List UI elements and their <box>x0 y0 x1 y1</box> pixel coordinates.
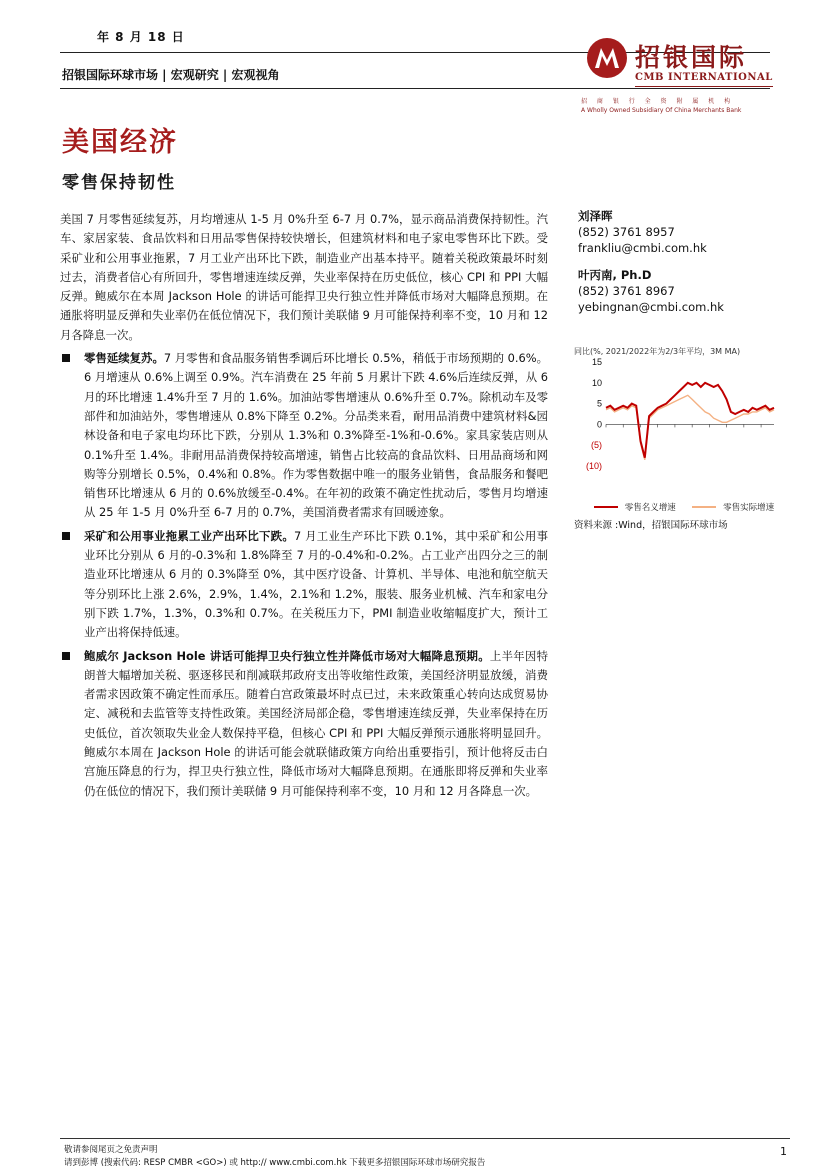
bullet-text: 上半年因特朗普大幅增加关税、驱逐移民和削减联邦政府支出等收缩性政策，美国经济明显放缓，消费者需求因政策不确定性而承压。随着白宫政策最坏时点已过，未来政策重心转向达成贸易协定、减税和去监管等支持性政策。美国经济局部企稳，零售增速连续反弹，失业率保持在历史低位，首次领取失业金人数保持平稳，但核心 CPI 和 PPI 大幅反弹预示通胀将明显回升。鲍威尔本周在 Jackson Hole 的讲话可能会就联储政策方向给出重要指引，预计他将反击白宫施压降息的行为，捍卫央行独立性，降低市场对大幅降息预期。在通胀即将反弹和失业率仍在低位的情况下，我们预计美联储 9 月可能保持利率不变，10 月和 12 月各降息一次。 <box>84 648 548 798</box>
logo-en-text: CMB INTERNATIONAL <box>635 72 773 83</box>
breadcrumb: 招银国际环球市场 | 宏观研究 | 宏观视角 <box>62 68 280 82</box>
report-date: 年 8 月 18 日 <box>97 30 185 44</box>
bullet-title: 零售延续复苏。 <box>84 351 164 366</box>
analyst-name: 刘泽晖 <box>578 209 613 223</box>
cmbi-emblem-icon <box>585 36 629 84</box>
logo-cn-text: 招银国际 <box>635 43 748 72</box>
y-tick-label: 15 <box>591 357 602 367</box>
chart-svg <box>574 340 784 490</box>
bullet-title: 采矿和公用事业拖累工业产出环比下跌。 <box>84 528 294 543</box>
chart-legend <box>594 501 794 513</box>
chart-note: 同比(%, 2021/2022年为2/3年平均，3M MA) <box>574 347 741 356</box>
legend-label-nominal: 零售名义增速 <box>624 503 676 513</box>
y-tick-label: 5 <box>596 398 602 409</box>
footer-rule <box>60 1138 790 1139</box>
series-line-nominal <box>606 383 774 458</box>
square-bullet-icon <box>62 354 70 362</box>
company-logo <box>581 36 780 118</box>
page-number: 1 <box>780 1145 787 1158</box>
bullet-powell <box>60 647 548 801</box>
y-tick-label: (10) <box>585 461 602 471</box>
bullet-text: 7 月零售和食品服务销售季调后环比增长 0.5%，稍低于市场预期的 0.6%。6 月增速从 0.6%上调至 0.9%。汽车消费在 25 年前 5 月累计下跌 4.6%后连续反弹，从 6 月的环比增速 1.4%升至 7 月的 1.6%。加油站零售增速从 0.6%升至 0.7%。除机动车及零部件和加油站外，零售增速从 0.8%下降至 0.2%。分品类来看，耐用品消费中建筑材料&园林设备和电子家电均环比下跌，分别从 1.3%和 0.3%降至-1%和-0.6%。家具家装店则从 0.1%升至 1.4%。非耐用品消费保持较高增速，销售占比较高的食品饮料、日用品商场和网购等分别增长 0.5%，0.4%和 0.8%。作为零售数据中唯一的服务业销售，食品服务和餐吧销售环比增速从 6 月的 0.6%放缓至-0.4%。在年初的政策不确定性扰动后，零售月均增速从 25 年 1-5 月 0%升至 6-7 月的 0.7%，美国消费者需求有回暖迹象。 <box>84 351 548 520</box>
logo-sub-cn: 招 商 银 行 全 资 附 属 机 构 <box>581 98 735 105</box>
y-tick-label: 10 <box>591 377 602 388</box>
page-subtitle: 零售保持韧性 <box>62 173 176 193</box>
retail-chart <box>574 346 784 531</box>
logo-sub-en: A Wholly Owned Subsidiary Of China Merchants Bank <box>581 107 742 114</box>
analyst-name: 叶丙南, Ph.D <box>578 268 652 282</box>
chart-source: 资料来源 :Wind，招银国际环球市场 <box>574 520 728 531</box>
bullet-retail <box>60 349 548 523</box>
square-bullet-icon <box>62 652 70 660</box>
analyst-email[interactable]: frankliu@cmbi.com.hk <box>578 241 707 255</box>
legend-swatch-real <box>692 506 716 508</box>
legend-label-real: 零售实际增速 <box>723 503 775 513</box>
page-title: 美国经济 <box>62 127 178 158</box>
square-bullet-icon <box>62 532 70 540</box>
intro-paragraph: 美国 7 月零售延续复苏，月均增速从 1-5 月 0%升至 6-7 月 0.7%，显示商品消费保持韧性。汽车、家居家装、食品饮料和日用品零售保持较快增长，但建筑材料和电子家电零售环比下跌。受采矿业和公用事业拖累，7 月工业产出环比下跌，制造业产出基本持平。随着关税政策最坏时刻过去，消费者信心有所回升，零售增速连续反弹，失业率保持在历史低位，核心 CPI 和 PPI 大幅反弹。鲍威尔在本周 Jackson Hole 的讲话可能捍卫央行独立性并降低市场对大幅降息预期。在通胀将明显反弹和失业率仍在低位情况下，我们预计美联储 9 月可能保持利率不变，10 月和 12 月各降息一次。 <box>60 212 548 342</box>
y-tick-label: (5) <box>591 440 602 451</box>
main-body <box>60 210 548 801</box>
analyst-phone: (852) 3761 8967 <box>578 284 675 298</box>
bullet-title: 鲍威尔 Jackson Hole 讲话可能捍卫央行独立性并降低市场对大幅降息预期。 <box>84 648 490 663</box>
footer-disclaimer: 敬请参阅尾页之免责声明 <box>64 1145 158 1155</box>
analyst-2 <box>578 267 778 315</box>
bullet-text: 7 月工业生产环比下跌 0.1%，其中采矿和公用事业环比分别从 6 月的-0.3%和 1.8%降至 7 月的-0.4%和-0.2%。占工业产出四分之三的制造业环比增速从 6 月的 0.3%降至 0%，其中医疗设备、计算机、半导体、电池和航空航天等分别环比上涨 2.6%，2.9%，1.4%，2.1%和 1.2%，服装、服务业机械、汽车和家电分别下跌 1.7%，1.3%，0.3%和 0.7%。在关税压力下，PMI 制造业收缩幅度扩大，预计工业产出将保持低速。 <box>84 528 548 640</box>
analyst-panel <box>578 208 778 315</box>
analyst-email[interactable]: yebingnan@cmbi.com.hk <box>578 300 724 314</box>
legend-swatch-nominal <box>594 506 618 508</box>
footer-contact: 请到彭博 (搜索代码: RESP CMBR <GO>) 或 http:// www.cmbi.com.hk 下载更多招银国际环球市场研究报告 <box>64 1158 486 1168</box>
bullet-industry <box>60 527 548 643</box>
y-tick-label: 0 <box>596 419 602 430</box>
logo-divider <box>635 86 773 87</box>
analyst-phone: (852) 3761 8957 <box>578 225 675 239</box>
analyst-1 <box>578 208 778 256</box>
